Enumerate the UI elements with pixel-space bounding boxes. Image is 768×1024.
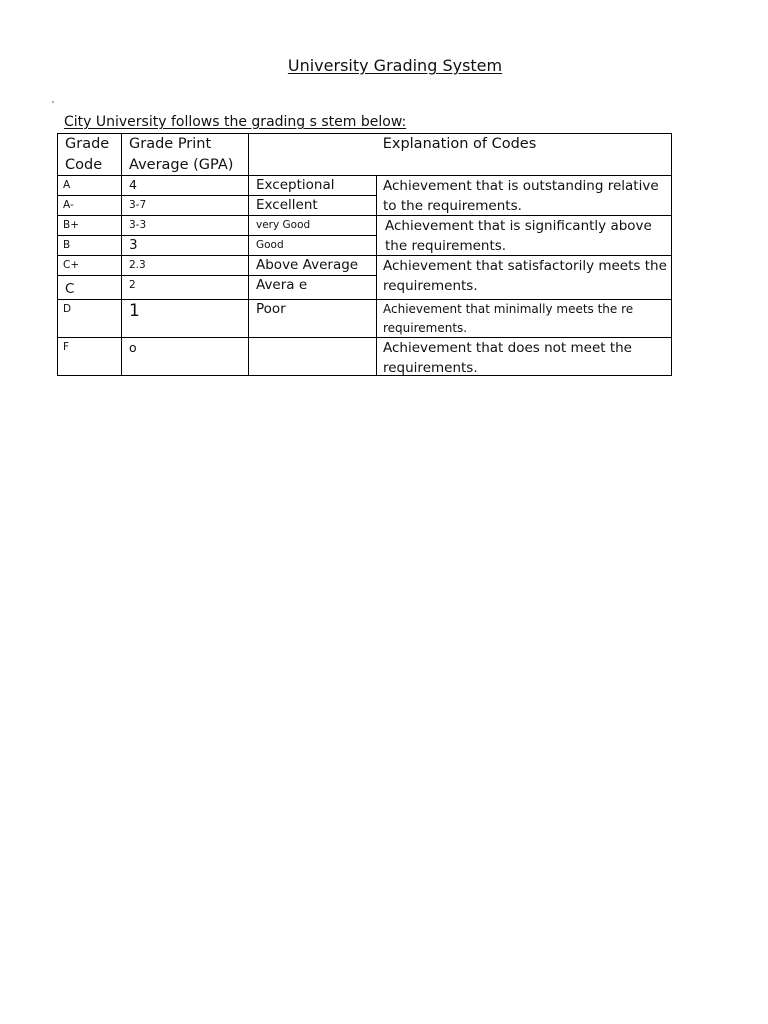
row-divider-a-minus: [58, 195, 377, 196]
row-divider-c: [58, 275, 377, 276]
intro-text: City University follows the grading s stem below:: [64, 114, 407, 130]
grade-code-c: C: [65, 281, 75, 297]
explanation-c-group: Achievement that satisfactorily meets the requirements.: [383, 258, 667, 294]
grade-code-b-plus: B+: [63, 219, 80, 231]
gpa-b: 3: [129, 237, 138, 253]
header-gpa: Grade Print Average (GPA): [129, 136, 234, 173]
label-b-plus: very Good: [256, 219, 311, 231]
explanation-d: Achievement that minimally meets the re requirements.: [383, 302, 634, 335]
grade-code-c-plus: C+: [63, 259, 80, 271]
label-c: Avera e: [256, 277, 308, 293]
gpa-a-minus: 3-7: [129, 199, 147, 211]
header-grade-code: Grade Code: [65, 136, 110, 173]
grading-table: [57, 133, 672, 376]
header-explanation: Explanation of Codes: [382, 136, 537, 152]
label-d: Poor: [256, 301, 286, 317]
gpa-d: 1: [129, 301, 140, 321]
gpa-c-plus: 2.3: [129, 259, 146, 271]
label-c-plus: Above Average: [256, 257, 359, 273]
label-a: Exceptional: [256, 177, 335, 193]
grade-code-a: A: [63, 179, 71, 191]
grade-code-d: D: [63, 303, 72, 315]
grade-code-a-minus: A-: [63, 199, 74, 211]
label-b: Good: [256, 239, 284, 251]
gpa-b-plus: 3-3: [129, 219, 147, 231]
row-divider-b: [58, 235, 377, 236]
explanation-a-group: Achievement that is outstanding relative to the requirements.: [383, 178, 659, 214]
stray-mark: [52, 101, 54, 103]
page-title: University Grading System: [287, 56, 503, 75]
gpa-f: o: [129, 340, 137, 355]
explanation-b-group: Achievement that is significantly above the requirements.: [385, 218, 652, 254]
gpa-a: 4: [129, 177, 137, 192]
gpa-c: 2: [129, 279, 136, 291]
grade-code-f: F: [63, 341, 70, 353]
explanation-f: Achievement that does not meet the requirements.: [383, 340, 632, 376]
label-a-minus: Excellent: [256, 197, 318, 213]
grade-code-b: B: [63, 239, 71, 251]
